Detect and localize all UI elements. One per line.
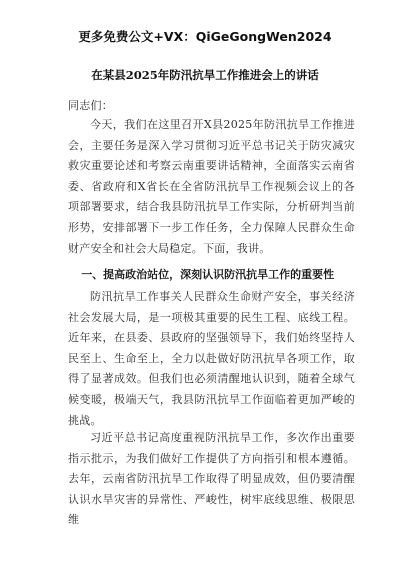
paragraph-instructions: 习近平总书记高度重视防汛抗旱工作，多次作出重要指示批示，为我们做好工作提供了方向指引和根本遵循。去年，云南省防汛抗旱工作取得了明显成效，但仍要清醒认识水旱灾害的异常性、严峻性，树牢底线思维、极限思维 <box>68 431 355 527</box>
paragraph-importance: 防汛抗旱工作事关人民群众生命财产安全，事关经济社会发展大局，是一项极其重要的民生工程、底线工程。近年来，在县委、县政府的坚强领导下，我们始终坚持人民至上、生命至上，全力以赴做好防汛抗旱各项工作，取得了显著成效。但我们也必须清醒地认识到，随着全球气候变暖，极端天气，我县防汛抗旱工作面临着更加严峻的挑战。 <box>68 290 355 427</box>
document-title: 在某县2025年防汛抗旱工作推进会上的讲话 <box>91 68 319 82</box>
promo-banner: 更多免费公文+VX：QiGeGongWen2024 <box>78 29 332 44</box>
section-heading-1: 一、提高政治站位，深刻认识防汛抗旱工作的重要性 <box>81 268 335 281</box>
salutation: 同志们： <box>68 99 113 112</box>
paragraph-intro: 今天，我们在这里召开X县2025年防汛抗旱工作推进会，主要任务是深入学习贯彻习近平总书记关于防灾减灾救灾重要论述和考察云南重要讲话精神，全面落实云南省委、省政府和X省长在全省防汛抗旱工作视频会议上的各项部署要求，结合我县防汛抗旱工作实际，分析研判当前形势，安排部署下一步工作任务，全力保障人民群众生命财产安全和社会大局稳定。下面，我讲。 <box>68 118 355 255</box>
